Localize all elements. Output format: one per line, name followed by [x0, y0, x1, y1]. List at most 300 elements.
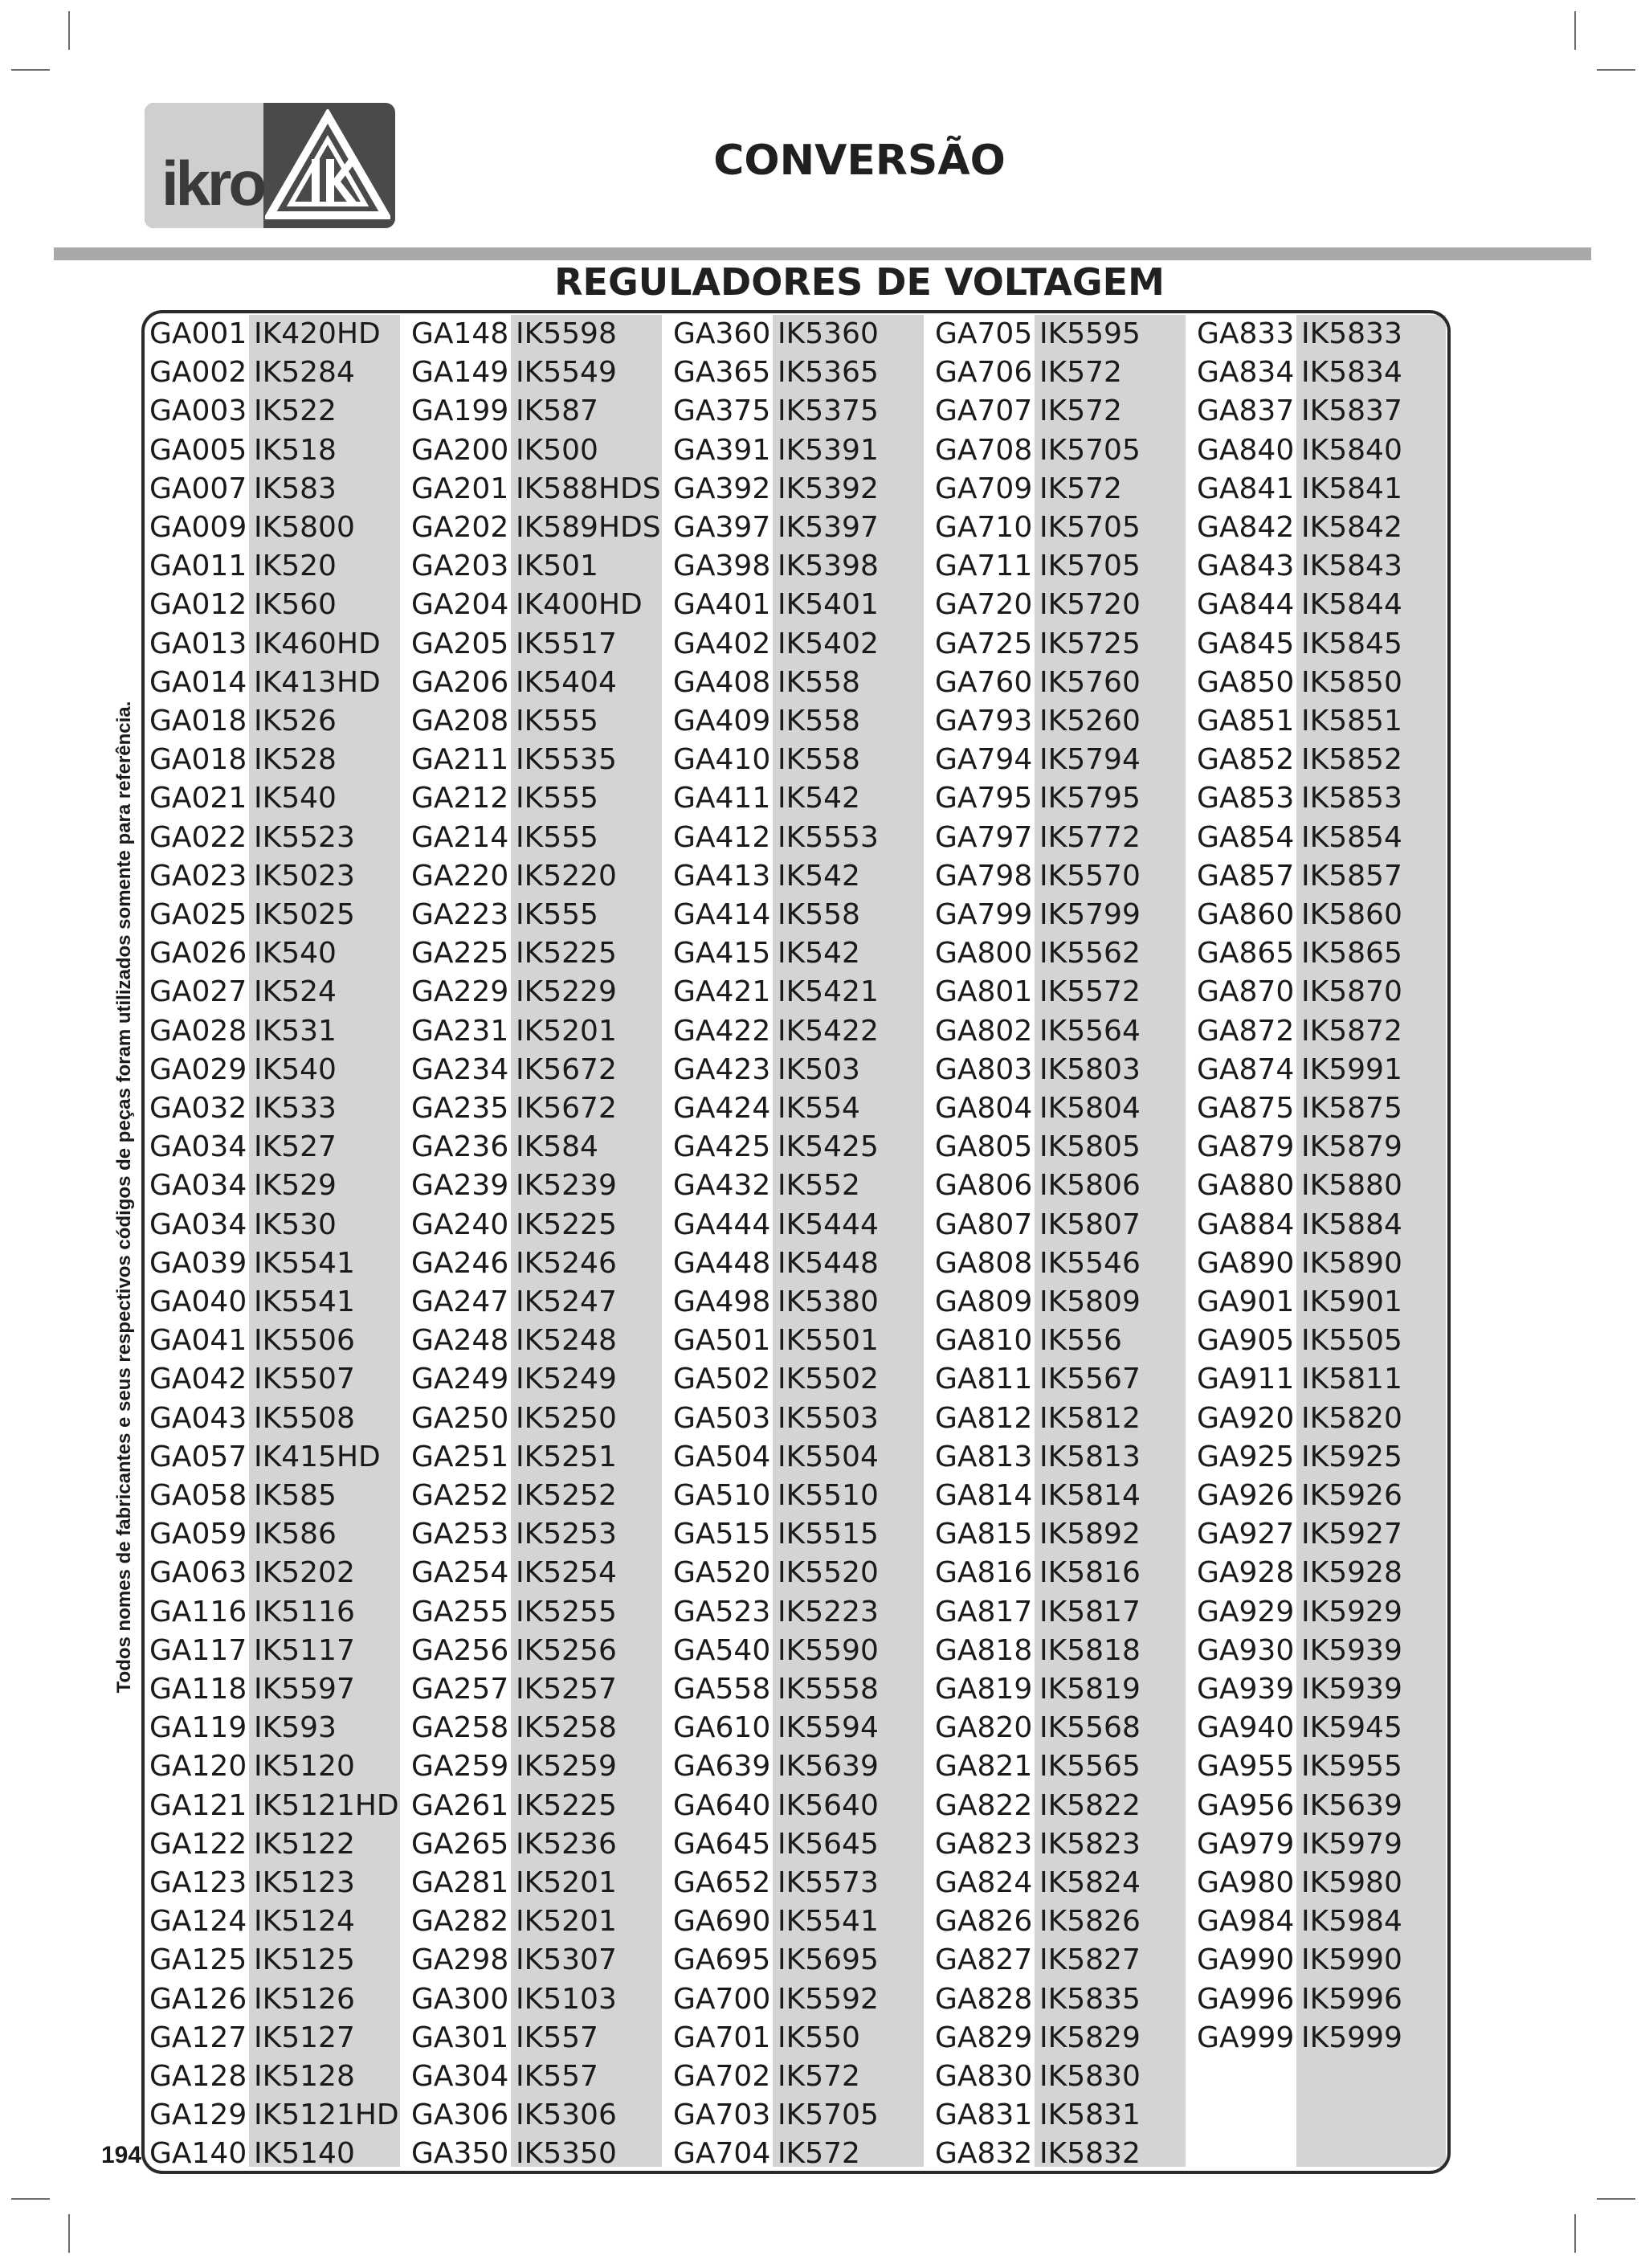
ik-code: IK5252	[516, 1479, 617, 1512]
ga-code: GA816	[935, 1556, 1033, 1590]
ik-code: IK5833	[1301, 317, 1402, 350]
ga-code: GA813	[935, 1440, 1033, 1473]
ik-code: IK558	[778, 665, 860, 699]
ga-code: GA018	[149, 705, 247, 738]
ik-code: IK586	[254, 1518, 337, 1551]
ik-code: IK5570	[1039, 859, 1141, 893]
ga-code: GA256	[411, 1633, 509, 1667]
ik-code: IK5549	[516, 356, 617, 390]
ga-code: GA392	[673, 472, 771, 505]
ga-code: GA801	[935, 975, 1033, 1009]
ik-code: IK5121HD	[254, 2098, 399, 2132]
ik-code: IK540	[254, 1052, 337, 1086]
ik-code: IK5520	[778, 1556, 879, 1590]
ik-code: IK5841	[1301, 472, 1402, 505]
ga-code: GA701	[673, 2021, 771, 2054]
ik-code: IK5125	[254, 1943, 355, 1977]
ga-code: GA540	[673, 1633, 771, 1667]
ik-code: IK5225	[516, 1788, 617, 1822]
ga-code: GA875	[1197, 1092, 1295, 1125]
ga-code: GA710	[935, 511, 1033, 544]
ik-code: IK5421	[778, 975, 879, 1009]
ik-code: IK542	[778, 937, 860, 971]
logo-text-panel	[145, 103, 263, 228]
ik-code: IK5123	[254, 1866, 355, 1899]
ik-code: IK5816	[1039, 1556, 1141, 1590]
ga-code: GA844	[1197, 588, 1295, 622]
ik-code: IK5562	[1039, 937, 1141, 971]
ga-code: GA124	[149, 1905, 247, 1939]
ik-code: IK5639	[1301, 1788, 1402, 1822]
ik-code: IK5639	[778, 1750, 879, 1784]
ik-code: IK530	[254, 1208, 337, 1241]
ga-code: GA711	[935, 550, 1033, 583]
ik-code: IK5807	[1039, 1208, 1141, 1241]
ga-code: GA851	[1197, 705, 1295, 738]
ik-code: IK5247	[516, 1285, 617, 1318]
ik-code: IK5117	[254, 1633, 355, 1667]
ik-code: IK5772	[1039, 820, 1141, 854]
ga-code: GA304	[411, 2060, 509, 2093]
ga-code: GA853	[1197, 782, 1295, 815]
ik-code: IK5879	[1301, 1130, 1402, 1164]
ga-code: GA306	[411, 2098, 509, 2132]
ga-code: GA258	[411, 1711, 509, 1745]
ik-code: IK501	[516, 550, 598, 583]
ga-code: GA831	[935, 2098, 1033, 2132]
ik-code: IK413HD	[254, 665, 381, 699]
ik-code: IK528	[254, 743, 337, 777]
ik-code: IK5505	[1301, 1324, 1402, 1358]
ga-code: GA823	[935, 1827, 1033, 1861]
brand-logo	[145, 103, 395, 228]
ik-code: IK5826	[1039, 1905, 1141, 1939]
ga-code: GA040	[149, 1285, 247, 1318]
ga-code: GA005	[149, 433, 247, 467]
ga-code: GA837	[1197, 394, 1295, 428]
ik-code: IK5829	[1039, 2021, 1141, 2054]
ik-code: IK5121HD	[254, 1788, 399, 1822]
ga-code: GA979	[1197, 1827, 1295, 1861]
ik-code: IK5254	[516, 1556, 617, 1590]
ga-code: GA830	[935, 2060, 1033, 2093]
ik-code: IK5720	[1039, 588, 1141, 622]
ga-code: GA034	[149, 1208, 247, 1241]
ga-code: GA255	[411, 1595, 509, 1628]
ga-code: GA247	[411, 1285, 509, 1318]
ga-code: GA798	[935, 859, 1033, 893]
crop-mark	[1597, 69, 1635, 71]
ga-code: GA414	[673, 898, 771, 931]
ga-code: GA236	[411, 1130, 509, 1164]
ga-code: GA811	[935, 1363, 1033, 1396]
ik-code: IK5640	[778, 1788, 879, 1822]
ga-code: GA022	[149, 820, 247, 854]
ga-code: GA231	[411, 1014, 509, 1048]
ik-code: IK5202	[254, 1556, 355, 1590]
ik-code: IK558	[778, 705, 860, 738]
ik-code: IK5250	[516, 1401, 617, 1435]
ga-code: GA246	[411, 1246, 509, 1280]
ga-code: GA411	[673, 782, 771, 815]
ik-code: IK5837	[1301, 394, 1402, 428]
ga-code: GA800	[935, 937, 1033, 971]
ga-code: GA794	[935, 743, 1033, 777]
ik-code: IK5375	[778, 394, 879, 428]
ik-code: IK400HD	[516, 588, 643, 622]
ga-code: GA928	[1197, 1556, 1295, 1590]
ga-code: GA854	[1197, 820, 1295, 854]
ik-code: IK5884	[1301, 1208, 1402, 1241]
ik-code: IK5865	[1301, 937, 1402, 971]
ga-code: GA834	[1197, 356, 1295, 390]
ik-code: IK5201	[516, 1905, 617, 1939]
page-number: 194	[101, 2142, 142, 2168]
ga-code: GA640	[673, 1788, 771, 1822]
ik-code: IK5854	[1301, 820, 1402, 854]
ik-code: IK5120	[254, 1750, 355, 1784]
ik-code: IK5510	[778, 1479, 879, 1512]
ik-code: IK5239	[516, 1169, 617, 1203]
ik-code: IK5307	[516, 1943, 617, 1977]
ga-code: GA806	[935, 1169, 1033, 1203]
ik-code: IK5568	[1039, 1711, 1141, 1745]
ik-code: IK5929	[1301, 1595, 1402, 1628]
ik-code: IK5236	[516, 1827, 617, 1861]
ik-code: IK5926	[1301, 1479, 1402, 1512]
ik-code: IK5225	[516, 1208, 617, 1241]
ga-code: GA261	[411, 1788, 509, 1822]
ga-code: GA444	[673, 1208, 771, 1241]
ik-code: IK5594	[778, 1711, 879, 1745]
ik-code: IK5853	[1301, 782, 1402, 815]
ga-code: GA996	[1197, 1982, 1295, 2016]
ga-code: GA940	[1197, 1711, 1295, 1745]
ik-code: IK587	[516, 394, 598, 428]
ga-code: GA520	[673, 1556, 771, 1590]
ik-code: IK5705	[1039, 550, 1141, 583]
ik-code: IK5845	[1301, 627, 1402, 660]
ga-code: GA257	[411, 1673, 509, 1706]
ga-code: GA920	[1197, 1401, 1295, 1435]
ik-code: IK5840	[1301, 433, 1402, 467]
ik-code: IK5705	[778, 2098, 879, 2132]
ik-code: IK5725	[1039, 627, 1141, 660]
ik-code: IK558	[778, 743, 860, 777]
ik-code: IK5851	[1301, 705, 1402, 738]
ga-code: GA841	[1197, 472, 1295, 505]
ik-code: IK5880	[1301, 1169, 1402, 1203]
ga-code: GA117	[149, 1633, 247, 1667]
ga-code: GA229	[411, 975, 509, 1009]
ik-code: IK572	[1039, 356, 1122, 390]
ga-code: GA872	[1197, 1014, 1295, 1048]
crop-mark	[11, 69, 50, 71]
ik-code: IK584	[516, 1130, 598, 1164]
ga-code: GA402	[673, 627, 771, 660]
ga-code: GA012	[149, 588, 247, 622]
ik-code: IK5705	[1039, 433, 1141, 467]
ga-code: GA199	[411, 394, 509, 428]
ga-code: GA708	[935, 433, 1033, 467]
ik-code: IK589HDS	[516, 511, 661, 544]
ga-code: GA027	[149, 975, 247, 1009]
ga-code: GA148	[411, 317, 509, 350]
ga-code: GA842	[1197, 511, 1295, 544]
ga-code: GA250	[411, 1401, 509, 1435]
ik-code: IK5565	[1039, 1750, 1141, 1784]
ga-code: GA502	[673, 1363, 771, 1396]
ga-code: GA058	[149, 1479, 247, 1512]
ik-code: IK5822	[1039, 1788, 1141, 1822]
ik-code: IK5380	[778, 1285, 879, 1318]
ga-code: GA809	[935, 1285, 1033, 1318]
ik-code: IK527	[254, 1130, 337, 1164]
ik-code: IK5842	[1301, 511, 1402, 544]
ga-code: GA021	[149, 782, 247, 815]
ga-code: GA039	[149, 1246, 247, 1280]
ga-code: GA901	[1197, 1285, 1295, 1318]
ik-code: IK5806	[1039, 1169, 1141, 1203]
ik-code: IK5535	[516, 743, 617, 777]
ik-code: IK5827	[1039, 1943, 1141, 1977]
ik-code: IK5819	[1039, 1673, 1141, 1706]
ik-code: IK5448	[778, 1246, 879, 1280]
ga-code: GA298	[411, 1943, 509, 1977]
ga-code: GA265	[411, 1827, 509, 1861]
ik-code: IK5391	[778, 433, 879, 467]
ik-code: IK5124	[254, 1905, 355, 1939]
ga-code: GA253	[411, 1518, 509, 1551]
ik-code: IK5425	[778, 1130, 879, 1164]
ga-code: GA125	[149, 1943, 247, 1977]
ga-code: GA425	[673, 1130, 771, 1164]
ik-code: IK5890	[1301, 1246, 1402, 1280]
ik-code: IK5804	[1039, 1092, 1141, 1125]
ga-code: GA422	[673, 1014, 771, 1048]
ga-code: GA821	[935, 1750, 1033, 1784]
ga-code: GA819	[935, 1673, 1033, 1706]
ik-code: IK572	[1039, 472, 1122, 505]
ga-code: GA804	[935, 1092, 1033, 1125]
ga-code: GA057	[149, 1440, 247, 1473]
ga-code: GA510	[673, 1479, 771, 1512]
ik-code: IK5397	[778, 511, 879, 544]
ik-code: IK572	[1039, 394, 1122, 428]
ga-code: GA375	[673, 394, 771, 428]
ik-code: IK5939	[1301, 1673, 1402, 1706]
ik-code: IK5990	[1301, 1943, 1402, 1977]
ik-code: IK557	[516, 2060, 598, 2093]
ik-code: IK5260	[1039, 705, 1141, 738]
ik-code: IK524	[254, 975, 337, 1009]
ga-code: GA254	[411, 1556, 509, 1590]
ik-code: IK5128	[254, 2060, 355, 2093]
ik-code: IK5392	[778, 472, 879, 505]
ga-code: GA857	[1197, 859, 1295, 893]
ga-code: GA927	[1197, 1518, 1295, 1551]
ga-code: GA412	[673, 820, 771, 854]
ik-code: IK5259	[516, 1750, 617, 1784]
section-title: REGULADORES DE VOLTAGEM	[554, 260, 1165, 304]
ik-code: IK5590	[778, 1633, 879, 1667]
ik-code: IK5360	[778, 317, 879, 350]
ga-code: GA220	[411, 859, 509, 893]
ik-code: IK5857	[1301, 859, 1402, 893]
ga-code: GA251	[411, 1440, 509, 1473]
ga-code: GA014	[149, 665, 247, 699]
ik-code: IK5795	[1039, 782, 1141, 815]
ik-code: IK5939	[1301, 1633, 1402, 1667]
conversion-table-frame	[141, 310, 1451, 2174]
ik-code: IK5553	[778, 820, 879, 854]
ik-code: IK5503	[778, 1401, 879, 1435]
ga-code: GA832	[935, 2137, 1033, 2171]
ga-code: GA409	[673, 705, 771, 738]
ik-code: IK5257	[516, 1673, 617, 1706]
ik-code: IK500	[516, 433, 598, 467]
ik-code: IK5927	[1301, 1518, 1402, 1551]
ik-code: IK560	[254, 588, 337, 622]
ga-code: GA817	[935, 1595, 1033, 1628]
ik-code: IK5595	[1039, 317, 1141, 350]
ik-code: IK5258	[516, 1711, 617, 1745]
ga-code: GA410	[673, 743, 771, 777]
ik-code: IK5246	[516, 1246, 617, 1280]
ga-code: GA990	[1197, 1943, 1295, 1977]
ga-code: GA925	[1197, 1440, 1295, 1473]
ga-code: GA063	[149, 1556, 247, 1590]
ga-code: GA203	[411, 550, 509, 583]
ik-code: IK5823	[1039, 1827, 1141, 1861]
ga-code: GA118	[149, 1673, 247, 1706]
ga-code: GA448	[673, 1246, 771, 1280]
ik-code: IK572	[778, 2060, 860, 2093]
ik-code: IK518	[254, 433, 337, 467]
ga-code: GA826	[935, 1905, 1033, 1939]
ga-code: GA252	[411, 1479, 509, 1512]
ik-code: IK585	[254, 1479, 337, 1512]
ga-code: GA214	[411, 820, 509, 854]
ga-code: GA001	[149, 317, 247, 350]
ga-code: GA201	[411, 472, 509, 505]
logo-wordmark: ikro	[161, 148, 263, 219]
ik-code: IK558	[778, 898, 860, 931]
ga-code: GA865	[1197, 937, 1295, 971]
crop-mark	[11, 2198, 50, 2200]
ga-code: GA149	[411, 356, 509, 390]
ga-code: GA610	[673, 1711, 771, 1745]
ik-code: IK5573	[778, 1866, 879, 1899]
ga-code: GA980	[1197, 1866, 1295, 1899]
ga-code: GA810	[935, 1324, 1033, 1358]
ik-code: IK542	[778, 782, 860, 815]
ga-code: GA239	[411, 1169, 509, 1203]
ik-code: IK5818	[1039, 1633, 1141, 1667]
ga-code: GA200	[411, 433, 509, 467]
ga-code: GA042	[149, 1363, 247, 1396]
ga-code: GA880	[1197, 1169, 1295, 1203]
ga-code: GA827	[935, 1943, 1033, 1977]
ik-code: IK5023	[254, 859, 355, 893]
ga-code: GA929	[1197, 1595, 1295, 1628]
ik-code: IK5223	[778, 1595, 879, 1628]
ga-code: GA424	[673, 1092, 771, 1125]
ik-code: IK557	[516, 2021, 598, 2054]
ik-code: IK5401	[778, 588, 879, 622]
ga-code: GA211	[411, 743, 509, 777]
ik-triangle-icon	[265, 109, 390, 222]
ga-code: GA259	[411, 1750, 509, 1784]
ga-code: GA120	[149, 1750, 247, 1784]
ik-code: IK5695	[778, 1943, 879, 1977]
ik-code: IK5705	[1039, 511, 1141, 544]
ga-code: GA126	[149, 1982, 247, 2016]
ik-code: IK460HD	[254, 627, 381, 660]
ik-code: IK5517	[516, 627, 617, 660]
ga-code: GA408	[673, 665, 771, 699]
ik-code: IK5504	[778, 1440, 879, 1473]
header-divider	[54, 247, 1591, 260]
ik-code: IK5025	[254, 898, 355, 931]
ga-code: GA128	[149, 2060, 247, 2093]
ga-code: GA129	[149, 2098, 247, 2132]
ga-code: GA013	[149, 627, 247, 660]
ik-code: IK533	[254, 1092, 337, 1125]
ik-code: IK5991	[1301, 1052, 1402, 1086]
ik-code: IK5567	[1039, 1363, 1141, 1396]
ik-code: IK5843	[1301, 550, 1402, 583]
ik-code: IK583	[254, 472, 337, 505]
ik-code: IK5799	[1039, 898, 1141, 931]
crop-mark	[68, 2214, 70, 2253]
ik-code: IK555	[516, 898, 598, 931]
ik-code: IK5875	[1301, 1092, 1402, 1125]
ga-code: GA248	[411, 1324, 509, 1358]
ik-code: IK5850	[1301, 665, 1402, 699]
crop-mark	[1574, 2214, 1576, 2253]
ik-code: IK5996	[1301, 1982, 1402, 2016]
ga-code: GA498	[673, 1285, 771, 1318]
ik-code: IK5901	[1301, 1285, 1402, 1318]
ga-code: GA205	[411, 627, 509, 660]
ik-code: IK5572	[1039, 975, 1141, 1009]
ik-code: IK556	[1039, 1324, 1122, 1358]
ik-code: IK5564	[1039, 1014, 1141, 1048]
ik-code: IK5229	[516, 975, 617, 1009]
ik-code: IK5824	[1039, 1866, 1141, 1899]
ga-code: GA282	[411, 1905, 509, 1939]
ga-code: GA850	[1197, 665, 1295, 699]
crop-mark	[1597, 2198, 1635, 2200]
ga-code: GA703	[673, 2098, 771, 2132]
ga-code: GA249	[411, 1363, 509, 1396]
ga-code: GA905	[1197, 1324, 1295, 1358]
ik-code: IK5860	[1301, 898, 1402, 931]
ik-code: IK5598	[516, 317, 617, 350]
ik-code: IK5597	[254, 1673, 355, 1706]
ga-code: GA028	[149, 1014, 247, 1048]
ga-code: GA281	[411, 1866, 509, 1899]
ga-code: GA645	[673, 1827, 771, 1861]
ga-code: GA852	[1197, 743, 1295, 777]
ik-code: IK5984	[1301, 1905, 1402, 1939]
ga-code: GA884	[1197, 1208, 1295, 1241]
ga-code: GA709	[935, 472, 1033, 505]
ik-code: IK5365	[778, 356, 879, 390]
ga-code: GA807	[935, 1208, 1033, 1241]
ga-code: GA705	[935, 317, 1033, 350]
